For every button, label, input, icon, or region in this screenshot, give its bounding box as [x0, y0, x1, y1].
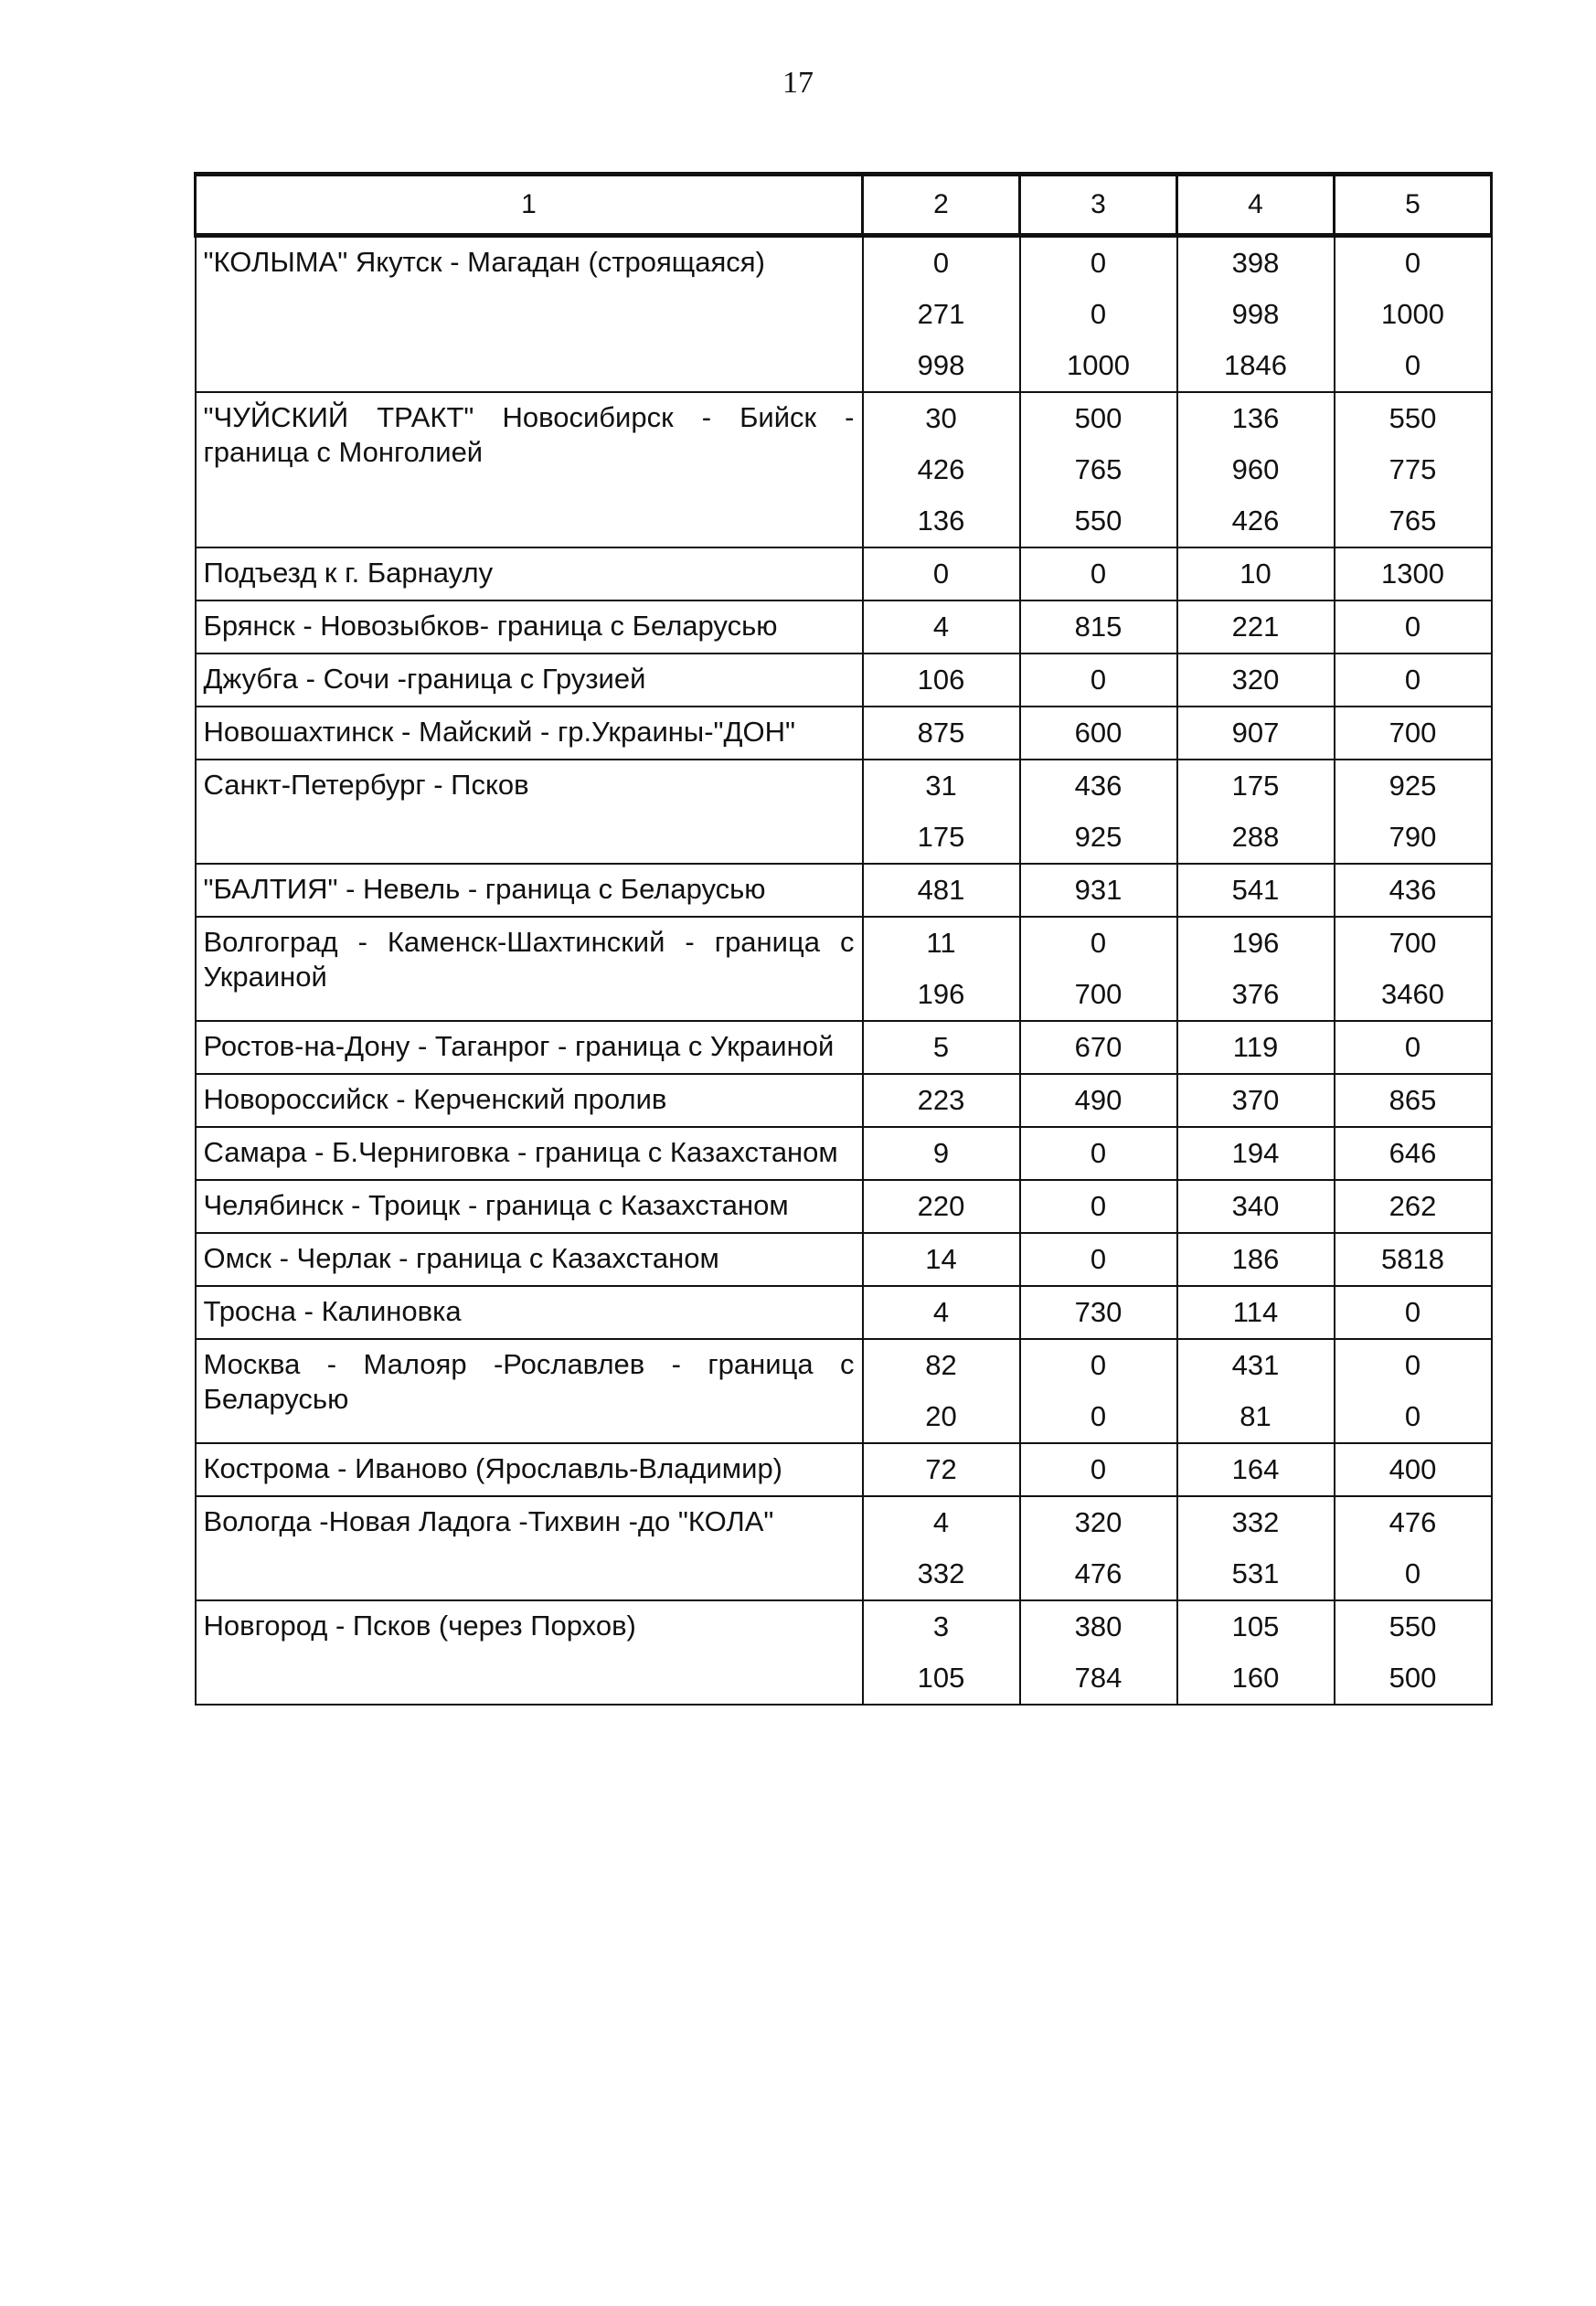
value: 72: [925, 1453, 957, 1485]
value: 0: [1090, 298, 1107, 330]
value: 960: [1231, 453, 1280, 485]
value: 10: [1240, 558, 1271, 590]
column-header-1: 1: [196, 175, 863, 236]
route-table: [194, 172, 1493, 1706]
route-name-text: Ростов-на-Дону - Таганрог - граница с Украиной: [203, 1030, 835, 1062]
value: 0: [1090, 558, 1107, 590]
value: 0: [1404, 247, 1421, 279]
value: 1000: [1067, 349, 1130, 381]
route-name: [196, 1496, 863, 1600]
value-cell-col2: [863, 1074, 1020, 1127]
value: 700: [1389, 717, 1437, 749]
value: 436: [1074, 770, 1123, 802]
column-header-4: 4: [1177, 175, 1335, 236]
value: 815: [1074, 611, 1123, 643]
table-row: [196, 1074, 1492, 1127]
value: 31: [925, 770, 957, 802]
route-name: [196, 1233, 863, 1286]
value-cell-col2: [863, 1180, 1020, 1233]
value: 164: [1231, 1453, 1280, 1485]
route-name-text: Брянск - Новозыбков- граница с Беларусью: [203, 610, 778, 642]
value: 9: [932, 1137, 950, 1169]
value-cell-col5: [1335, 1286, 1492, 1339]
route-name-text: Самара - Б.Черниговка - граница с Казахстаном: [203, 1136, 838, 1168]
table-row: [196, 1339, 1492, 1443]
value: 3460: [1381, 978, 1444, 1010]
table-row: [196, 917, 1492, 1021]
value: 114: [1232, 1296, 1279, 1328]
route-name-text: "ЧУЙСКИЙ ТРАКТ" Новосибирск - Бийск - граница с Монголией: [203, 401, 855, 468]
route-name-text: Новошахтинск - Майский - гр.Украины-"ДОН": [203, 716, 796, 748]
value: 0: [932, 247, 950, 279]
route-name: [196, 1339, 863, 1443]
table-body: [196, 236, 1492, 1706]
value-cell-col3: [1020, 654, 1177, 707]
value: 223: [917, 1084, 965, 1116]
value-cell-col3: [1020, 1127, 1177, 1180]
value-cell-col5: [1335, 1233, 1492, 1286]
value-cell-col4: [1177, 1339, 1335, 1443]
value-cell-col4: [1177, 1443, 1335, 1496]
value: 398: [1231, 247, 1280, 279]
value-cell-col2: [863, 654, 1020, 707]
value: 380: [1074, 1610, 1123, 1642]
value: 400: [1389, 1453, 1437, 1485]
route-name: [196, 1180, 863, 1233]
table-row: [196, 1286, 1492, 1339]
column-header-3: 3: [1020, 175, 1177, 236]
value-cell-col3: [1020, 600, 1177, 654]
value-cell-col2: [863, 600, 1020, 654]
value: 0: [1090, 1453, 1107, 1485]
route-name: [196, 1074, 863, 1127]
value: 907: [1231, 717, 1280, 749]
value-cell-col5: [1335, 1600, 1492, 1705]
value: 765: [1389, 505, 1437, 537]
value: 436: [1389, 874, 1437, 906]
table-row: [196, 707, 1492, 760]
value-cell-col5: [1335, 1496, 1492, 1600]
value: 136: [917, 505, 965, 537]
value: 476: [1389, 1506, 1437, 1538]
value: 531: [1231, 1557, 1280, 1589]
route-name-text: Вологда -Новая Ладога -Тихвин -до "КОЛА": [203, 1505, 774, 1537]
value-cell-col2: [863, 1443, 1020, 1496]
table-row: [196, 600, 1492, 654]
route-name: [196, 392, 863, 547]
value: 175: [917, 821, 965, 853]
column-header-2: 2: [863, 175, 1020, 236]
value-cell-col2: [863, 1233, 1020, 1286]
value-cell-col3: [1020, 547, 1177, 600]
value-cell-col5: [1335, 236, 1492, 393]
value: 3: [932, 1610, 950, 1642]
value: 82: [925, 1349, 957, 1381]
value-cell-col3: [1020, 1496, 1177, 1600]
route-name-text: Омск - Черлак - граница с Казахстаном: [203, 1242, 719, 1274]
route-name-text: Москва - Малояр -Рославлев - граница с Беларусью: [203, 1348, 855, 1415]
value: 196: [917, 978, 965, 1010]
value: 105: [1231, 1610, 1280, 1642]
value-cell-col4: [1177, 654, 1335, 707]
value-cell-col5: [1335, 1180, 1492, 1233]
value: 550: [1389, 402, 1437, 434]
value: 481: [917, 874, 965, 906]
value-cell-col3: [1020, 864, 1177, 917]
value-cell-col3: [1020, 1074, 1177, 1127]
value: 1000: [1381, 298, 1444, 330]
value: 0: [1404, 1296, 1421, 1328]
value-cell-col5: [1335, 760, 1492, 864]
value-cell-col3: [1020, 1286, 1177, 1339]
route-name-text: "КОЛЫМА" Якутск - Магадан (строящаяся): [203, 246, 765, 278]
value: 931: [1074, 874, 1123, 906]
route-name-text: Новороссийск - Керченский пролив: [203, 1083, 667, 1115]
route-name-text: Джубга - Сочи -граница с Грузией: [203, 663, 646, 695]
value: 320: [1074, 1506, 1123, 1538]
value: 0: [932, 558, 950, 590]
route-name: [196, 1600, 863, 1705]
value: 320: [1231, 664, 1280, 696]
route-name: [196, 707, 863, 760]
value: 0: [1090, 247, 1107, 279]
value: 262: [1389, 1190, 1437, 1222]
value-cell-col5: [1335, 917, 1492, 1021]
value-cell-col2: [863, 392, 1020, 547]
value: 0: [1090, 1400, 1107, 1432]
value: 998: [917, 349, 965, 381]
value: 332: [917, 1557, 965, 1589]
value: 925: [1074, 821, 1123, 853]
route-name: [196, 236, 863, 393]
value-cell-col4: [1177, 1600, 1335, 1705]
value: 271: [917, 298, 965, 330]
value-cell-col5: [1335, 1021, 1492, 1074]
header-row: [196, 175, 1492, 236]
value: 700: [1074, 978, 1123, 1010]
value-cell-col3: [1020, 1180, 1177, 1233]
table-row: [196, 1180, 1492, 1233]
route-name-text: "БАЛТИЯ" - Невель - граница с Беларусью: [203, 873, 766, 905]
route-name-text: Новгород - Псков (через Порхов): [203, 1610, 636, 1642]
value-cell-col3: [1020, 392, 1177, 547]
route-name: [196, 1443, 863, 1496]
page-number: 17: [782, 66, 814, 100]
value-cell-col4: [1177, 1021, 1335, 1074]
value: 0: [1404, 1349, 1421, 1381]
table-row: [196, 1496, 1492, 1600]
value-cell-col2: [863, 1021, 1020, 1074]
value-cell-col5: [1335, 864, 1492, 917]
value: 14: [925, 1243, 957, 1275]
value: 500: [1074, 402, 1123, 434]
value-cell-col2: [863, 1600, 1020, 1705]
value: 775: [1389, 453, 1437, 485]
value: 670: [1074, 1031, 1123, 1063]
value-cell-col3: [1020, 760, 1177, 864]
value: 784: [1074, 1662, 1123, 1694]
value-cell-col4: [1177, 600, 1335, 654]
value-cell-col4: [1177, 1233, 1335, 1286]
table-row: [196, 1127, 1492, 1180]
value-cell-col4: [1177, 236, 1335, 393]
value: 875: [917, 717, 965, 749]
value-cell-col3: [1020, 707, 1177, 760]
value-cell-col3: [1020, 1443, 1177, 1496]
value-cell-col5: [1335, 1339, 1492, 1443]
table-row: [196, 236, 1492, 393]
value: 600: [1074, 717, 1123, 749]
value: 4: [932, 1296, 950, 1328]
value: 0: [1404, 1557, 1421, 1589]
value: 550: [1074, 505, 1123, 537]
table-row: [196, 1600, 1492, 1705]
value: 30: [925, 402, 957, 434]
value: 370: [1231, 1084, 1280, 1116]
value-cell-col4: [1177, 1074, 1335, 1127]
value: 4: [932, 1506, 950, 1538]
route-name-text: Челябинск - Троицк - граница с Казахстаном: [203, 1189, 789, 1221]
value-cell-col3: [1020, 1600, 1177, 1705]
route-name-text: Кострома - Иваново (Ярославль-Владимир): [203, 1452, 783, 1484]
value: 119: [1232, 1031, 1279, 1063]
route-name: [196, 547, 863, 600]
value-cell-col4: [1177, 1286, 1335, 1339]
route-name: [196, 1021, 863, 1074]
value-cell-col4: [1177, 917, 1335, 1021]
value-cell-col4: [1177, 547, 1335, 600]
value: 0: [1404, 1400, 1421, 1432]
value: 0: [1404, 611, 1421, 643]
value-cell-col3: [1020, 1021, 1177, 1074]
value: 998: [1231, 298, 1280, 330]
value: 196: [1231, 927, 1280, 959]
value-cell-col2: [863, 236, 1020, 393]
value: 865: [1389, 1084, 1437, 1116]
value: 220: [917, 1190, 965, 1222]
value: 550: [1389, 1610, 1437, 1642]
value-cell-col2: [863, 1127, 1020, 1180]
route-name-text: Подъезд к г. Барнаулу: [203, 557, 494, 589]
value: 0: [1090, 1137, 1107, 1169]
value-cell-col4: [1177, 1180, 1335, 1233]
value: 106: [917, 664, 965, 696]
value: 136: [1231, 402, 1280, 434]
value-cell-col3: [1020, 1233, 1177, 1286]
value-cell-col2: [863, 917, 1020, 1021]
value: 11: [926, 927, 956, 959]
value: 426: [1231, 505, 1280, 537]
value: 105: [917, 1662, 965, 1694]
table-row: [196, 1233, 1492, 1286]
value: 0: [1090, 1243, 1107, 1275]
value: 0: [1090, 1190, 1107, 1222]
route-name-text: Волгоград - Каменск-Шахтинский - граница с Украиной: [203, 926, 855, 993]
value: 0: [1404, 1031, 1421, 1063]
value: 81: [1240, 1400, 1271, 1432]
value-cell-col5: [1335, 1443, 1492, 1496]
value: 700: [1389, 927, 1437, 959]
value-cell-col2: [863, 864, 1020, 917]
value: 186: [1231, 1243, 1280, 1275]
value: 476: [1074, 1557, 1123, 1589]
value: 5: [932, 1031, 950, 1063]
value: 340: [1231, 1190, 1280, 1222]
value: 431: [1231, 1349, 1280, 1381]
value: 790: [1389, 821, 1437, 853]
value-cell-col2: [863, 1496, 1020, 1600]
table-row: [196, 1443, 1492, 1496]
value-cell-col4: [1177, 392, 1335, 547]
value-cell-col5: [1335, 654, 1492, 707]
table-row: [196, 760, 1492, 864]
value: 194: [1231, 1137, 1280, 1169]
value-cell-col3: [1020, 236, 1177, 393]
value: 376: [1231, 978, 1280, 1010]
value: 5818: [1381, 1243, 1444, 1275]
value: 1300: [1381, 558, 1444, 590]
route-name-text: Тросна - Калиновка: [203, 1295, 462, 1327]
route-name: [196, 760, 863, 864]
value-cell-col5: [1335, 547, 1492, 600]
value: 288: [1231, 821, 1280, 853]
value-cell-col2: [863, 1286, 1020, 1339]
value-cell-col4: [1177, 864, 1335, 917]
value: 332: [1231, 1506, 1280, 1538]
value: 160: [1231, 1662, 1280, 1694]
value-cell-col5: [1335, 392, 1492, 547]
value: 0: [1404, 664, 1421, 696]
value: 500: [1389, 1662, 1437, 1694]
value: 490: [1074, 1084, 1123, 1116]
value-cell-col4: [1177, 760, 1335, 864]
value: 646: [1389, 1137, 1437, 1169]
table-row: [196, 864, 1492, 917]
value-cell-col2: [863, 1339, 1020, 1443]
table-row: [196, 547, 1492, 600]
route-name: [196, 654, 863, 707]
value-cell-col2: [863, 760, 1020, 864]
value-cell-col2: [863, 707, 1020, 760]
value: 0: [1090, 1349, 1107, 1381]
route-name: [196, 1127, 863, 1180]
value: 765: [1074, 453, 1123, 485]
value-cell-col4: [1177, 707, 1335, 760]
value: 426: [917, 453, 965, 485]
value: 925: [1389, 770, 1437, 802]
value-cell-col5: [1335, 1074, 1492, 1127]
route-name: [196, 600, 863, 654]
route-name: [196, 1286, 863, 1339]
value-cell-col4: [1177, 1127, 1335, 1180]
value-cell-col5: [1335, 600, 1492, 654]
value: 175: [1231, 770, 1280, 802]
value: 0: [1090, 927, 1107, 959]
value: 0: [1404, 349, 1421, 381]
table-row: [196, 392, 1492, 547]
route-name-text: Санкт-Петербург - Псков: [203, 769, 529, 801]
value-cell-col3: [1020, 1339, 1177, 1443]
value-cell-col5: [1335, 707, 1492, 760]
column-header-5: 5: [1335, 175, 1492, 236]
value: 1846: [1224, 349, 1287, 381]
value: 730: [1074, 1296, 1123, 1328]
value: 221: [1231, 611, 1280, 643]
value-cell-col4: [1177, 1496, 1335, 1600]
value-cell-col5: [1335, 1127, 1492, 1180]
table-row: [196, 654, 1492, 707]
route-name: [196, 917, 863, 1021]
value: 4: [932, 611, 950, 643]
value-cell-col2: [863, 547, 1020, 600]
route-name: [196, 864, 863, 917]
table-row: [196, 1021, 1492, 1074]
value-cell-col3: [1020, 917, 1177, 1021]
value: 20: [925, 1400, 957, 1432]
value: 541: [1231, 874, 1280, 906]
value: 0: [1090, 664, 1107, 696]
